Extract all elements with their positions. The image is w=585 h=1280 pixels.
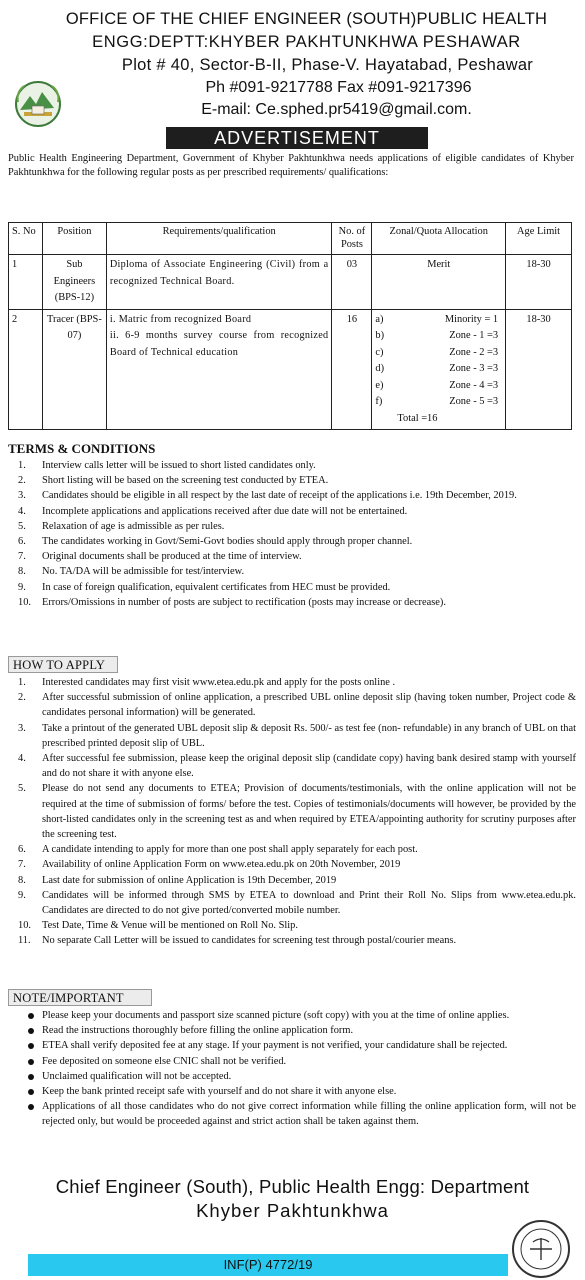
posts-table <box>8 222 572 430</box>
list-item-number: 11. <box>18 935 31 947</box>
header-position: Position <box>42 223 106 255</box>
bullet-icon <box>28 1013 34 1019</box>
list-item <box>8 534 576 549</box>
list-item-number: 7. <box>18 551 26 563</box>
header-age: Age Limit <box>506 223 572 255</box>
office-header <box>0 0 585 128</box>
bullet-icon <box>28 1104 34 1110</box>
terms-title: TERMS & CONDITIONS <box>8 441 156 456</box>
note-text: ETEA shall verify deposited fee at any stage. If your payment is not verified, your candidature shall be rejected. <box>42 1040 508 1052</box>
list-item-number: 10. <box>18 920 31 932</box>
list-item-number: 3. <box>18 490 26 502</box>
header-line-phone-fax: Ph #091-9217788 Fax #091-9217396 <box>205 79 472 96</box>
note-text: Keep the bank printed receipt safe with yourself and do not share it with anyone else. <box>42 1086 397 1098</box>
row-position: Tracer (BPS-07) <box>42 309 106 430</box>
list-item-text: Short listing will be based on the screening test conducted by ETEA. <box>42 475 329 487</box>
quota-item <box>375 361 502 378</box>
list-item-text: Interview calls letter will be issued to short listed candidates only. <box>42 460 316 471</box>
list-item-number: 4. <box>18 505 26 517</box>
intro-paragraph: Public Health Engineering Department, Government of Khyber Pakhtunkhwa needs applications of eligible candidates of Khyber Pakhtunkhwa for the following regular posts as per prescribed requirements/ qualifications: <box>8 153 574 178</box>
quota-letter: b) <box>375 330 385 341</box>
quota-letter: a) <box>375 313 384 325</box>
note-text: Fee deposited on someone else CNIC shall not be verified. <box>42 1055 287 1067</box>
list-item-number: 1. <box>18 460 26 471</box>
note-text: Unclaimed qualification will not be accepted. <box>42 1070 232 1082</box>
header-line-office: OFFICE OF THE CHIEF ENGINEER (SOUTH)PUBLIC HEALTH <box>65 10 548 28</box>
row-sno: 1 <box>9 255 43 310</box>
row-position: Sub Engineers (BPS-12) <box>42 255 106 310</box>
note-item <box>8 1084 576 1099</box>
list-item-number: 8. <box>18 566 26 578</box>
list-item <box>8 873 576 888</box>
list-item <box>8 504 576 519</box>
list-item <box>8 564 576 579</box>
row-quota <box>372 309 506 430</box>
list-item-number: 6. <box>18 844 26 856</box>
list-item-number: 6. <box>18 536 26 548</box>
note-item <box>8 1023 576 1038</box>
list-item-text: Original documents shall be produced at the time of interview. <box>42 551 302 563</box>
kp-government-logo-icon <box>14 80 62 128</box>
note-item <box>8 1038 576 1053</box>
list-item <box>8 842 576 857</box>
header-line-email: E-mail: Ce.sphed.pr5419@gmail.com. <box>201 101 472 118</box>
row-quota: Merit <box>372 255 506 310</box>
list-item <box>8 580 576 595</box>
table-header-row <box>9 223 572 255</box>
note-item <box>8 1008 576 1023</box>
list-item <box>8 918 576 933</box>
list-item-text: Relaxation of age is admissible as per rules. <box>42 520 225 532</box>
list-item-text: Candidates should be eligible in all respect by the last date of receipt of the applications i.e. 19th December, 2019. <box>42 490 517 502</box>
row-sno: 2 <box>9 309 43 430</box>
quota-item <box>375 312 502 329</box>
footer-line-province: Khyber Pakhtunkhwa <box>196 1200 389 1221</box>
how-to-apply-title: HOW TO APPLY <box>8 656 118 673</box>
quota-letter: f) <box>375 396 383 407</box>
note-item <box>8 1054 576 1069</box>
quota-value: Minority = 1 <box>444 313 499 325</box>
bullet-icon <box>28 1059 34 1065</box>
quota-value: Zone - 3 =3 <box>449 363 499 374</box>
quota-letter: e) <box>375 379 384 391</box>
requirement-line: i. Matric from recognized Board <box>109 313 252 325</box>
note-item <box>8 1099 576 1129</box>
quota-total: Total =16 <box>397 412 438 424</box>
list-item <box>8 549 576 564</box>
list-item <box>8 888 576 918</box>
list-item-text: Availability of online Application Form on www.etea.edu.pk on 20th November, 2019 <box>42 859 401 871</box>
header-requirements: Requirements/qualification <box>106 223 332 255</box>
list-item-number: 7. <box>18 859 26 871</box>
list-item-number: 2. <box>18 475 26 487</box>
header-line-department: ENGG:DEPTT:KHYBER PAKHTUNKHWA PESHAWAR <box>92 33 521 51</box>
list-item-number: 2. <box>18 692 26 704</box>
how-to-apply-list <box>8 675 576 949</box>
quota-value: Zone - 5 =3 <box>449 396 499 407</box>
quota-value: Zone - 4 =3 <box>449 379 499 391</box>
row-requirements <box>106 309 332 430</box>
list-item-number: 9. <box>18 581 26 593</box>
header-line-address: Plot # 40, Sector-B-II, Phase-V. Hayatabad, Peshawar <box>121 56 534 74</box>
list-item <box>8 933 576 948</box>
quota-item <box>375 328 502 345</box>
advertisement-banner: ADVERTISEMENT <box>166 127 428 149</box>
note-item <box>8 1069 576 1084</box>
list-item <box>8 721 576 751</box>
row-posts: 03 <box>332 255 372 310</box>
quota-value: Zone - 2 =3 <box>449 346 499 358</box>
list-item <box>8 595 576 610</box>
quota-letter: c) <box>375 346 384 358</box>
list-item <box>8 458 576 473</box>
notes-title: NOTE/IMPORTANT <box>8 989 152 1006</box>
list-item-number: 5. <box>18 783 26 795</box>
table-row <box>9 255 572 310</box>
list-item-text: Take a printout of the generated UBL deposit slip & deposit Rs. 500/- as test fee (non- refundable) in any branch of UBL on that prescribed printed deposit slip of UBL. <box>42 722 576 749</box>
row-posts: 16 <box>332 309 372 430</box>
quota-item <box>375 394 502 411</box>
list-item <box>8 519 576 534</box>
list-item-text: After successful submission of online application, a prescribed UBL online deposit slip (having token number, Project code & candidates personal information) will be generated. <box>42 692 576 719</box>
list-item <box>8 473 576 488</box>
footer <box>0 1172 585 1280</box>
bullet-icon <box>28 1089 34 1095</box>
list-item-number: 9. <box>18 889 26 901</box>
list-item-text: In case of foreign qualification, equivalent certificates from HEC must be provided. <box>42 581 391 593</box>
list-item-text: Please do not send any documents to ETEA; Provision of documents/testimonials, with the online application will not be required at the time of submission of forms/ before the test. Copies of testimonials/documents will however, be provided by the short-listed candidates only in the screening test as and when required by ETEA/appointing authority for scrutiny purposes after the screening test. <box>42 783 576 841</box>
list-item-text: After successful fee submission, please keep the original deposit slip (candidate copy) having bank desired stamp with yourself and do not share it with anyone else. <box>42 753 576 780</box>
list-item-number: 4. <box>18 753 26 765</box>
row-age: 18-30 <box>506 255 572 310</box>
header-posts: No. of Posts <box>332 223 372 255</box>
list-item-text: Errors/Omissions in number of posts are subject to rectification (posts may increase or decrease). <box>42 596 446 608</box>
terms-list <box>8 458 576 610</box>
list-item-text: No. TA/DA will be admissible for test/interview. <box>42 566 245 578</box>
list-item-number: 5. <box>18 520 26 532</box>
inf-number-bar: INF(P) 4772/19 <box>28 1254 508 1276</box>
footer-line-office: Chief Engineer (South), Public Health Engg: Department <box>55 1176 530 1197</box>
bullet-icon <box>28 1074 34 1080</box>
header-quota: Zonal/Quota Allocation <box>372 223 506 255</box>
quota-item <box>375 345 502 362</box>
row-age: 18-30 <box>506 309 572 430</box>
list-item-text: Incomplete applications and applications received after due date will not be entertained. <box>42 505 408 517</box>
list-item <box>8 488 576 503</box>
bullet-icon <box>28 1043 34 1049</box>
list-item-text: Candidates will be informed through SMS by ETEA to download and Print their Roll No. Slips from www.etea.edu.pk. Candidates are directed to do not give ported/converted mobile number. <box>42 889 576 917</box>
notes-list <box>8 1008 576 1130</box>
bullet-icon <box>28 1028 34 1034</box>
list-item-text: No separate Call Letter will be issued to candidates for screening test through postal/courier means. <box>42 935 457 947</box>
list-item-text: Interested candidates may first visit www.etea.edu.pk and apply for the posts online . <box>42 677 396 688</box>
quota-letter: d) <box>375 363 385 374</box>
list-item <box>8 751 576 781</box>
list-item-text: A candidate intending to apply for more than one post shall apply separately for each post. <box>42 844 418 856</box>
list-item <box>8 781 576 842</box>
note-text: Applications of all those candidates who do not give correct information while filling the online application form, will not be rejected only, but would be proceeded against and strict action shall be taken against them. <box>42 1101 576 1128</box>
note-text: Please keep your documents and passport size scanned picture (soft copy) with you at the time of online applies. <box>42 1010 510 1021</box>
list-item-number: 8. <box>18 874 26 886</box>
list-item <box>8 857 576 872</box>
row-requirements: Diploma of Associate Engineering (Civil) from a recognized Technical Board. <box>106 255 332 310</box>
list-item-text: The candidates working in Govt/Semi-Govt bodies should apply through proper channel. <box>42 536 413 548</box>
quota-value: Zone - 1 =3 <box>449 330 499 341</box>
header-sno: S. No <box>9 223 43 255</box>
note-text: Read the instructions thoroughly before filling the online application form. <box>42 1025 354 1037</box>
list-item-number: 10. <box>18 596 31 608</box>
anti-corruption-stamp-icon <box>506 1218 576 1280</box>
table-row <box>9 309 572 430</box>
requirement-line: ii. 6-9 months survey course from recognized Board of Technical education <box>109 330 329 358</box>
list-item-text: Last date for submission of online Application is 19th December, 2019 <box>42 874 337 886</box>
list-item <box>8 690 576 720</box>
list-item <box>8 675 576 690</box>
quota-item <box>375 378 502 395</box>
list-item-number: 3. <box>18 722 26 734</box>
list-item-number: 1. <box>18 677 26 688</box>
list-item-text: Test Date, Time & Venue will be mentioned on Roll No. Slip. <box>42 920 298 932</box>
